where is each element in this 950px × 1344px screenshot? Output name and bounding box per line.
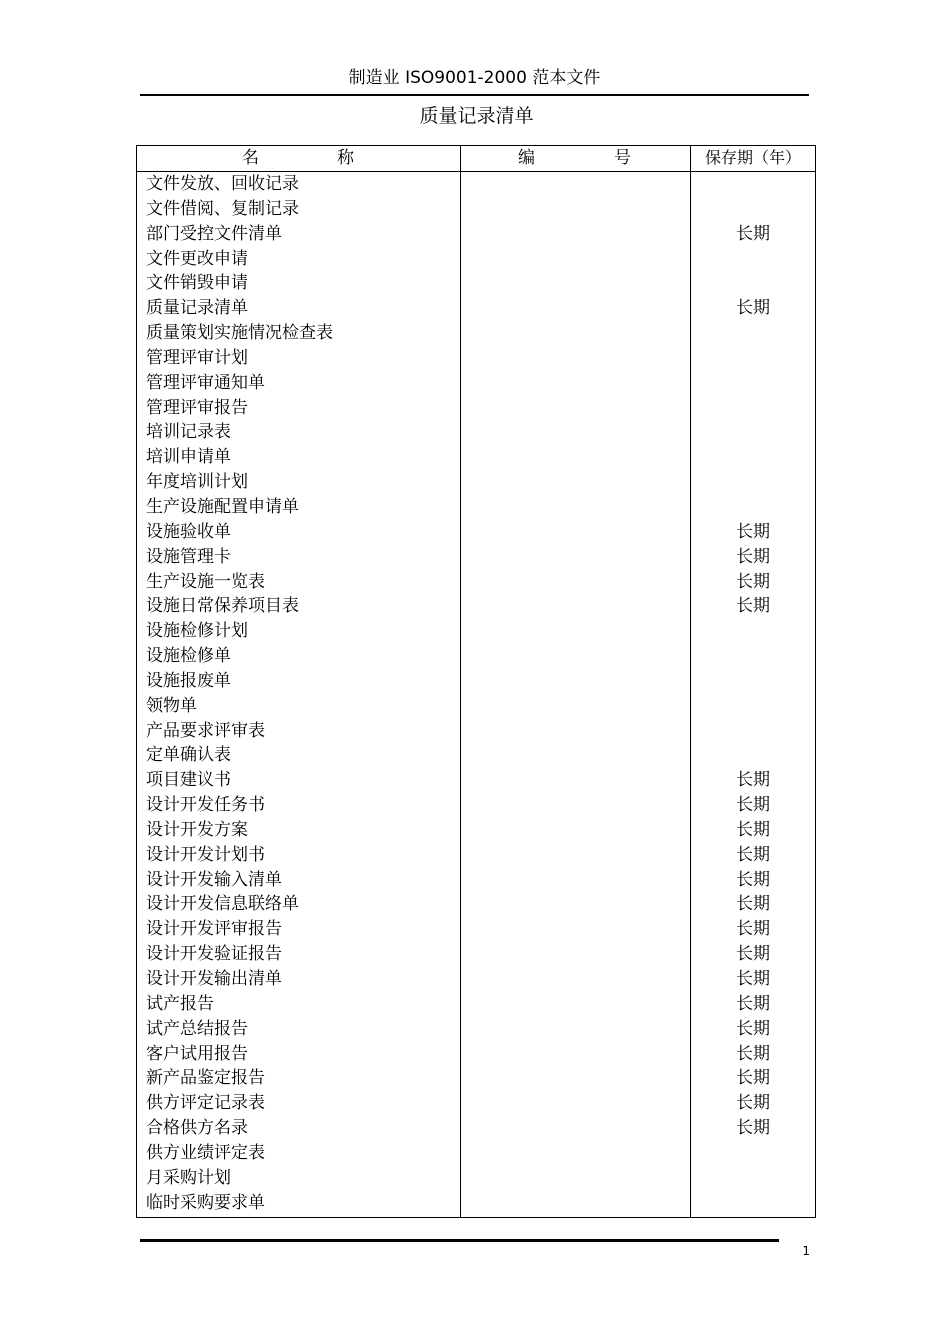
table-row [137,743,815,768]
record-name: 文件销毁申请 [146,273,248,294]
record-retention: 长期 [736,894,770,915]
record-name: 供方评定记录表 [146,1093,265,1114]
table-row [137,247,815,272]
table-row [137,396,815,421]
table-row [137,172,815,197]
record-name: 新产品鉴定报告 [146,1068,265,1089]
record-name: 质量策划实施情况检查表 [146,323,333,344]
table-row [137,694,815,719]
table-row [137,420,815,445]
record-name: 年度培训计划 [146,472,248,493]
table-row [137,619,815,644]
table-row [137,346,815,371]
header-rule [140,94,809,96]
table-row [137,1116,815,1141]
record-name: 合格供方名录 [146,1118,248,1139]
record-name: 客户试用报告 [146,1043,248,1064]
record-name: 试产报告 [146,993,214,1014]
record-name: 设施验收单 [146,521,231,542]
table-row [137,892,815,917]
record-retention: 长期 [736,770,770,791]
table-row [137,1166,815,1191]
table-row [137,669,815,694]
record-retention: 长期 [736,844,770,865]
table-row [137,197,815,222]
table-row [137,1017,815,1042]
column-header-code-char-1: 编 [518,148,535,168]
record-name: 部门受控文件清单 [146,223,282,244]
table-row [137,1042,815,1067]
record-name: 设计开发计划书 [146,844,265,865]
record-retention: 长期 [736,819,770,840]
footer-rule [140,1239,779,1242]
record-name: 月采购计划 [146,1167,231,1188]
record-name: 管理评审报告 [146,397,248,418]
record-name: 设施检修单 [146,646,231,667]
record-name: 文件更改申请 [146,248,248,269]
table-row [137,222,815,247]
record-name: 设施管理卡 [146,546,231,567]
table-row [137,545,815,570]
record-name: 文件借阅、复制记录 [146,198,299,219]
record-name: 设计开发评审报告 [146,919,282,940]
record-retention: 长期 [736,571,770,592]
table-row [137,719,815,744]
record-retention: 长期 [736,1018,770,1039]
table-row [137,470,815,495]
record-name: 项目建议书 [146,770,231,791]
record-name: 设施日常保养项目表 [146,596,299,617]
record-retention: 长期 [736,969,770,989]
table-row [137,843,815,868]
record-name: 生产设施配置申请单 [146,496,299,517]
record-name: 培训记录表 [146,422,231,443]
table-row [137,793,815,818]
table-row [137,768,815,793]
record-name: 设计开发任务书 [146,795,265,816]
record-retention: 长期 [736,1043,770,1064]
page-header: 制造业 ISO9001-2000 范本文件 [348,68,601,88]
table-row [137,818,815,843]
record-retention: 长期 [736,795,770,816]
table-row [137,271,815,296]
table-row [137,1191,815,1216]
record-retention: 长期 [736,1118,770,1139]
record-name: 临时采购要求单 [146,1192,265,1213]
record-retention: 长期 [736,1068,770,1089]
table-row [137,1066,815,1091]
record-retention: 长期 [736,298,770,319]
column-header-code-char-2: 号 [614,148,631,168]
record-name: 生产设施一览表 [146,571,265,592]
record-name: 产品要求评审表 [146,720,265,741]
records-table [136,145,816,1218]
table-row [137,321,815,346]
record-name: 领物单 [146,695,197,716]
table-body [137,172,815,1215]
table-row [137,445,815,470]
table-row [137,942,815,967]
page-number: 1 [802,1244,810,1258]
column-header-retention: 保存期（年） [704,148,801,167]
record-name: 设计开发输入清单 [146,869,282,890]
table-row [137,520,815,545]
record-name: 设计开发方案 [146,819,248,840]
table-row [137,917,815,942]
record-name: 设计开发输出清单 [146,969,282,989]
record-name: 管理评审计划 [146,347,248,368]
record-retention: 长期 [736,1093,770,1114]
record-name: 质量记录清单 [146,298,248,319]
document-title: 质量记录清单 [419,105,534,127]
record-name: 定单确认表 [146,745,231,766]
table-row [137,296,815,321]
record-name: 管理评审通知单 [146,372,265,393]
record-name: 设施报废单 [146,670,231,691]
column-header-name-char-1: 名 [242,148,259,168]
table-row [137,1091,815,1116]
column-header-name-char-2: 称 [337,148,354,168]
record-name: 设计开发验证报告 [146,944,282,965]
record-retention: 长期 [736,869,770,890]
table-row [137,868,815,893]
column-header-name [137,146,460,171]
table-row [137,992,815,1017]
column-header-code [460,146,690,171]
record-retention: 长期 [736,993,770,1014]
table-row [137,967,815,992]
record-retention: 长期 [736,223,770,244]
record-retention: 长期 [736,521,770,542]
record-name: 设计开发信息联络单 [146,894,299,915]
record-name: 文件发放、回收记录 [146,174,299,194]
table-row [137,371,815,396]
record-retention: 长期 [736,596,770,617]
record-retention: 长期 [736,546,770,567]
table-row [137,495,815,520]
table-row [137,570,815,595]
table-row [137,594,815,619]
record-retention: 长期 [736,919,770,940]
record-retention: 长期 [736,944,770,965]
record-name: 培训申请单 [146,447,231,468]
table-row [137,644,815,669]
table-row [137,1141,815,1166]
record-name: 试产总结报告 [146,1018,248,1039]
record-name: 设施检修计划 [146,621,248,642]
record-name: 供方业绩评定表 [146,1142,265,1163]
